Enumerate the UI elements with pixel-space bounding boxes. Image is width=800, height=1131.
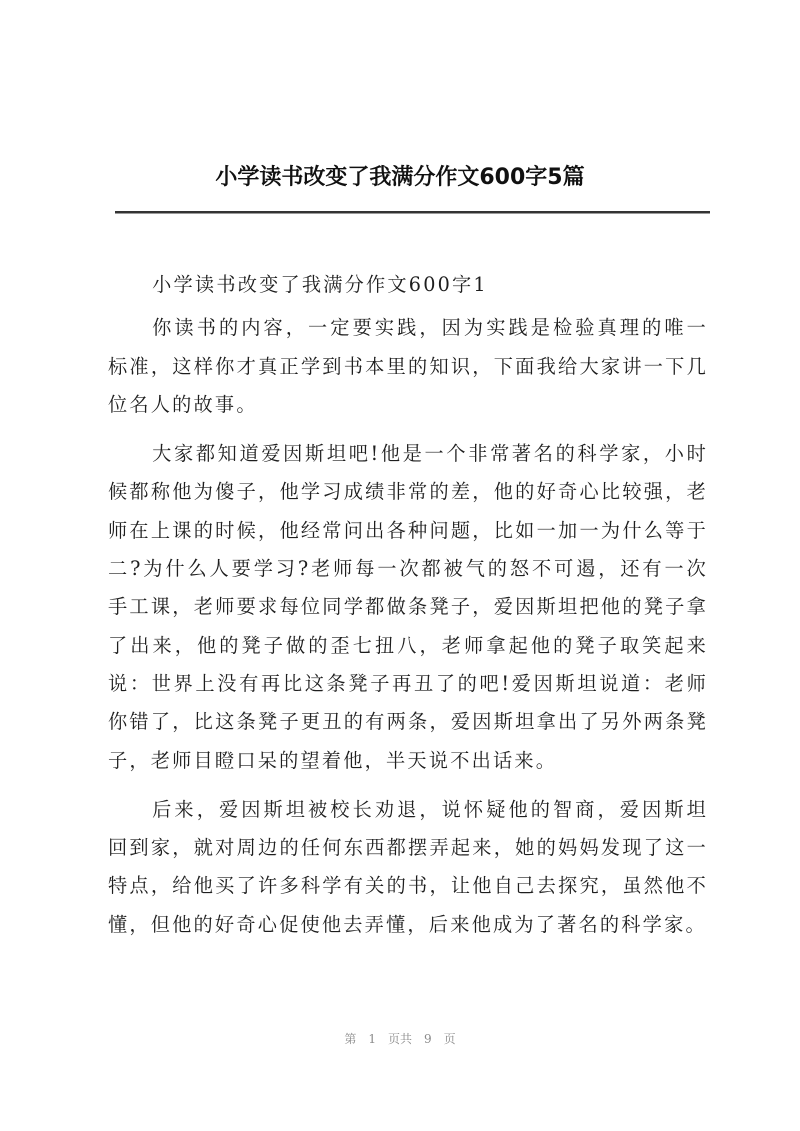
title-divider (115, 211, 710, 214)
footer-middle: 页共 (387, 1032, 412, 1046)
footer-prefix: 第 (344, 1032, 357, 1046)
paragraph-1: 你读书的内容，一定要实践，因为实践是检验真理的唯一标准，这样你才真正学到书本里的知识，下面我给大家讲一下几位名人的故事。 (108, 316, 708, 416)
page-footer (0, 1030, 800, 1047)
paragraph-2: 大家都知道爱因斯坦吧!他是一个非常著名的科学家，小时候都称他为傻子，他学习成绩非常的差，他的好奇心比较强，老师在上课的时候，他经常问出各种问题，比如一加一为什么等于二?为什么人要学习?老师每一次都被气的怒不可遏，还有一次手工课，老师要求每位同学都做条凳子，爱因斯坦把他的凳子拿了出来，他的凳子做的歪七扭八，老师拿起他的凳子取笑起来说：世界上没有再比这条凳子再丑了的吧!爱因斯坦说道：老师你错了，比这条凳子更丑的有两条，爱因斯坦拿出了另外两条凳子，老师目瞪口呆的望着他，半天说不出话来。 (108, 442, 708, 772)
paragraph-3: 后来，爱因斯坦被校长劝退，说怀疑他的智商，爱因斯坦回到家，就对周边的任何东西都摆弄起来，她的妈妈发现了这一特点，给他买了许多科学有关的书，让他自己去探究，虽然他不懂，但他的好奇心促使他去弄懂，后来他成为了著名的科学家。 (108, 797, 708, 936)
footer-suffix: 页 (443, 1032, 456, 1046)
section-heading: 小学读书改变了我满分作文600字1 (152, 273, 488, 296)
document-body (108, 266, 708, 955)
footer-current-page: 1 (368, 1032, 376, 1046)
document-title: 小学读书改变了我满分作文600字5篇 (215, 165, 585, 190)
footer-total-pages: 9 (424, 1032, 432, 1046)
